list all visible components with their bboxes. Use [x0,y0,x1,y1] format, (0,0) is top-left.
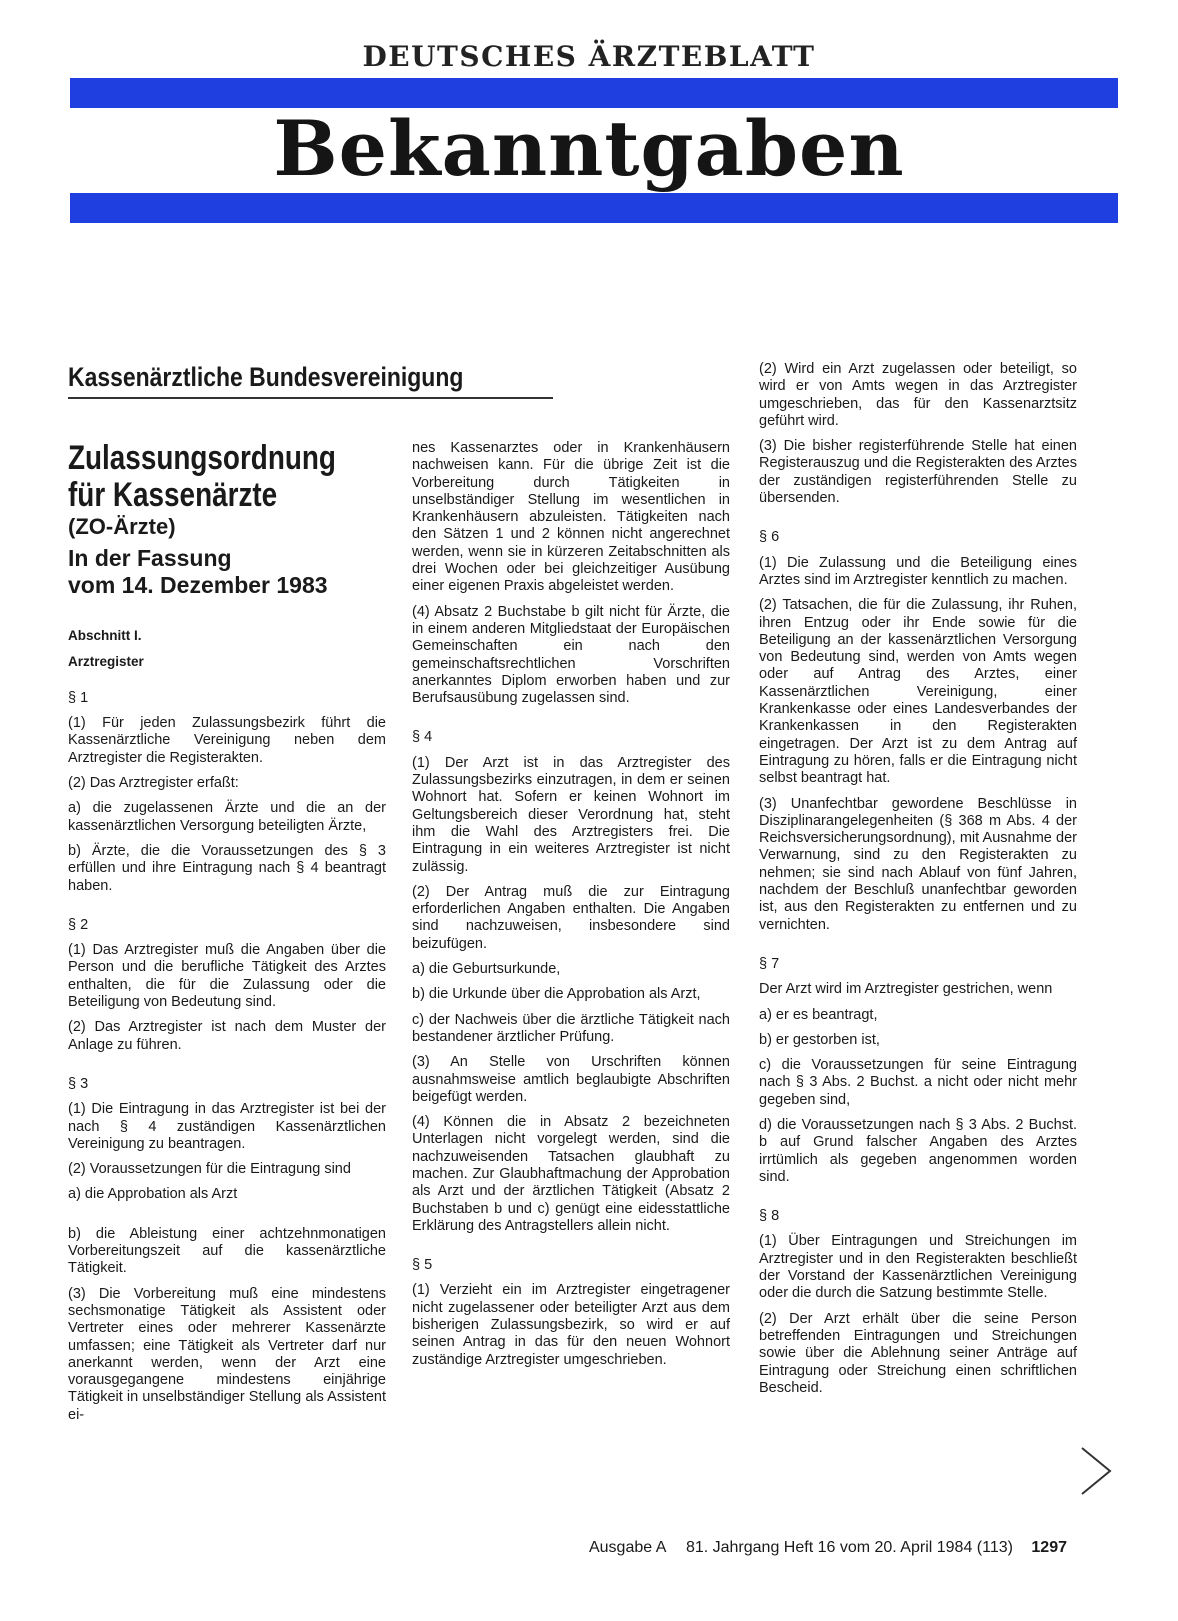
section-heading: § 2 [68,916,89,933]
page-footer [0,1539,1067,1557]
paragraph: (2) Tatsachen, die für die Zulassung, ihr Ruhen, ihren Entzug oder ihr Ende sowie für die Beteiligung an der kassenärztlichen Versorgung von Bedeutung sind, werden von Amts wegen oder auf Antrag des Arztes, einer Kassenärztlichen Vereinigung, einer Krankenkasse oder eines Landesverbandes der Krankenkassen in den Registerakten eingetragen. Der Arzt ist zu dem Antrag auf Eintragung zu hören, falls er die Eintragung nicht selbst beantragt hat. [759,597,1077,787]
paragraph: (1) Die Eintragung in das Arztregister ist bei der nach § 4 zuständigen Kassenärztlichen Vereinigung zu beantragen. [68,1101,386,1152]
paragraph: b) die Ableistung einer achtzehnmonatigen Vorbereitungszeit auf die kassenärztliche Tätigkeit. [68,1225,386,1277]
divider [68,397,553,399]
column-2 [412,440,730,1377]
paragraph: (2) Das Arztregister ist nach dem Muster der Anlage zu führen. [68,1019,386,1053]
paragraph: (2) Voraussetzungen für die Eintragung sind [68,1161,351,1178]
section-heading: § 1 [68,689,89,706]
document-abbreviation: (ZO-Ärzte) [68,514,176,539]
blue-band-bottom [70,193,1118,223]
paragraph: a) die Approbation als Arzt [68,1186,238,1203]
paragraph: (2) Das Arztregister erfaßt: [68,775,239,792]
continue-arrow-icon [1080,1446,1114,1496]
section-heading: § 4 [412,729,433,746]
paragraph: (2) Der Arzt erhält über die seine Person betreffenden Eintragungen und Streichungen sowie über die Ablehnung seiner Anträge auf Eintragung oder Streichung einen schriftlichen Bescheid. [759,1310,1077,1396]
paragraph: (4) Können die in Absatz 2 bezeichneten Unterlagen nicht vorgelegt werden, sind die nachzuweisenden Tatsachen glaubhaft zu machen. Zur Glaubhaftmachung der Approbation als Arzt und der ärztlichen Tätigkeit (Absatz 2 Buchstaben b und c) genügt eine eidesstattliche Erklärung des Antragstellers allein nicht. [412,1114,730,1234]
section-heading: § 5 [412,1257,433,1274]
subtitle-line1: In der Fassung [68,545,232,572]
paragraph: a) die zugelassenen Ärzte und die an der kassenärztlichen Versorgung beteiligten Ärzte, [68,800,386,834]
paragraph: Der Arzt wird im Arztregister gestrichen, wenn [759,981,1053,998]
column-1 [68,440,386,1432]
paragraph: (3) Die bisher registerführende Stelle hat einen Registerauszug und die Registerakten des Arztes der zuständigen registerführenden Stelle zu übersenden. [759,438,1077,507]
paragraph: b) er gestorben ist, [759,1031,880,1048]
document-title-line1: Zulassungsordnung [68,439,336,477]
edition-label: Ausgabe A [588,1539,666,1556]
paragraph: (1) Für jeden Zulassungsbezirk führt die Kassenärztliche Vereinigung neben dem Arztregister die Registerakten. [68,715,386,766]
paragraph: c) die Voraussetzungen für seine Eintragung nach § 3 Abs. 2 Buchst. a nicht oder nicht mehr gegeben sind, [759,1057,1077,1108]
paragraph: (1) Das Arztregister muß die Angaben über die Person und die berufliche Tätigkeit des Arztes enthalten, die für die Zulassung oder die Beteiligung von Bedeutung sind. [68,942,386,1011]
section-heading: § 6 [759,529,780,546]
page-number: 1297 [1031,1539,1067,1556]
paragraph: (1) Der Arzt ist in das Arztregister des Zulassungsbezirks einzutragen, in dem er seinen Wohnort hat. Sofern er keinen Wohnort im Geltungsbereich dieser Verordnung hat, steht ihm die Wahl des Arztregisters frei. Die Eintragung in ein weiteres Arztregister ist nicht zulässig. [412,754,730,875]
paragraph: d) die Voraussetzungen nach § 3 Abs. 2 Buchst. b auf Grund falscher Angaben des Arztes irrtümlich als gegeben angenommen worden sind. [759,1116,1077,1185]
journal-title: DEUTSCHES ÄRZTEBLATT [362,40,816,73]
paragraph: (1) Die Zulassung und die Beteiligung eines Arztes sind im Arztregister kenntlich zu machen. [759,554,1077,588]
paragraph: c) der Nachweis über die ärztliche Tätigkeit nach bestandener ärztlicher Prüfung. [412,1011,730,1045]
abschnitt-label: Abschnitt I. [68,628,142,644]
document-subtitle [68,545,386,599]
paragraph: (2) Wird ein Arzt zugelassen oder beteiligt, so wird er von Amts wegen in das Arztregister umgeschrieben, das für den Kassenarztsitz geführt wird. [759,361,1077,429]
paragraph: a) er es beantragt, [759,1006,878,1023]
section-heading: § 7 [759,955,780,972]
section-heading: § 8 [759,1208,780,1225]
paragraph: (4) Absatz 2 Buchstabe b gilt nicht für Ärzte, die in einem anderen Mitgliedstaat der Europäischen Gemeinschaften ein nach den gemeinschaftsrechtlichen Vorschriften anerkanntes Diplom erworben haben und zur Berufsausübung zugelassen sind. [412,603,730,707]
masthead [0,0,1178,230]
section-heading: § 3 [68,1075,89,1092]
paragraph: (3) An Stelle von Urschriften können ausnahmsweise amtlich beglaubigte Abschriften beigefügt werden. [412,1054,730,1105]
paragraph: (1) Verzieht ein im Arztregister eingetragener nicht zugelassener oder beteiligter Arzt aus dem bisherigen Zulassungsbezirk, so wird er auf seinen Antrag in das für den neuen Wohnort zuständige Arztregister umgeschrieben. [412,1282,730,1368]
organization-heading: Kassenärztliche Bundesvereinigung [68,362,464,392]
abschnitt-title: Arztregister [68,653,144,669]
paragraph: (2) Der Antrag muß die zur Eintragung erforderlichen Angaben enthalten. Die Angaben sind nachzuweisen, insbesondere sind beizufügen. [412,883,730,952]
paragraph: b) Ärzte, die die Voraussetzungen des § 3 erfüllen und ihre Eintragung nach § 4 beantragt haben. [68,842,386,894]
section-title: Bekanntgaben [273,104,905,193]
paragraph: (3) Die Vorbereitung muß eine mindestens sechsmonatige Tätigkeit als Assistent oder Vertreter eines oder mehrerer Kassenärzte umfassen; eine Tätigkeit als Vertreter darf nur anerkannt werden, wenn der Arzt eine vorausgegangene mindestens einjährige Tätigkeit in unselbständiger Stellung als Assistent ei- [68,1285,386,1423]
document-title-line2: für Kassenärzte [68,476,278,514]
paragraph: a) die Geburtsurkunde, [412,961,561,978]
column-3 [759,361,1077,1405]
paragraph: b) die Urkunde über die Approbation als Arzt, [412,986,701,1003]
paragraph: (3) Unanfechtbar gewordene Beschlüsse in Disziplinarangelegenheiten (§ 368 m Abs. 4 der Reichsversicherungsordnung), mit Ausnahme der Verwarnung, sind zu den Registerakten zu nehmen; sie sind nach Ablauf von fünf Jahren, nachdem der Beschluß unanfechtbar geworden ist, aus den Registerakten zu entfernen und zu vernichten. [759,795,1077,933]
paragraph: (1) Über Eintragungen und Streichungen im Arztregister und in den Registerakten beschließt der Vorstand der Kassenärztlichen Vereinigung oder die durch die Satzung bestimmte Stelle. [759,1233,1077,1302]
issue-label: 81. Jahrgang Heft 16 vom 20. April 1984 (113) [685,1539,1013,1556]
paragraph: nes Kassenarztes oder in Krankenhäusern nachweisen kann. Für die übrige Zeit ist die Vorbereitung durch Tätigkeiten in unselbständiger Stellung im wesentlichen in Krankenhäusern abzuleisten. Tätigkeiten nach den Sätzen 1 und 2 können nicht angerechnet werden, wenn sie in kürzeren Zeitabschnitten als drei Wochen oder bei gleichzeitiger Ausübung einer eigenen Praxis abgeleistet werden. [412,440,730,595]
subtitle-line2: vom 14. Dezember 1983 [68,572,328,599]
